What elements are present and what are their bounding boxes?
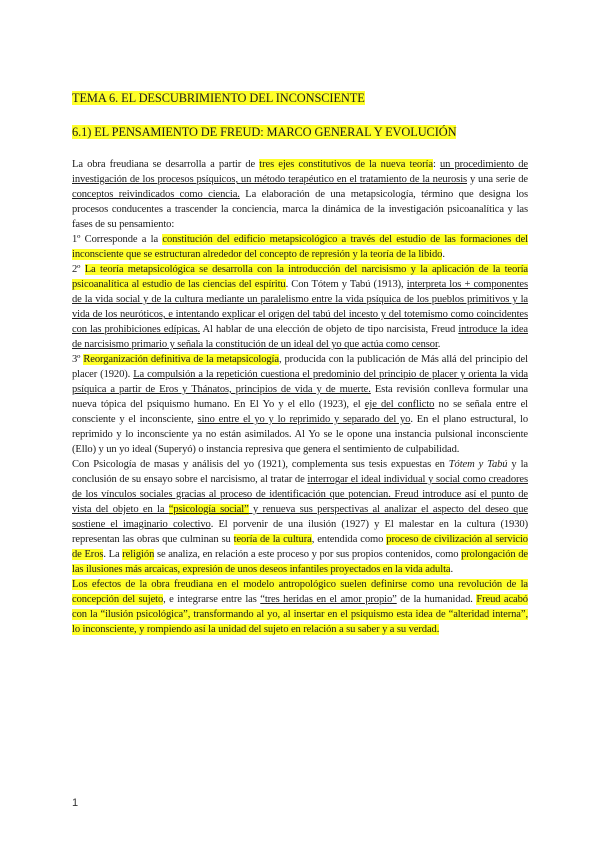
text-segment: interpreta los + componentes de la vida social y de la cultura mediante un paralelismo entre la vida psíquica de los pueblos primitivos y la vida de los neuróticos, e intentando explicar el origen del tabú del incesto y del totemismo como coincidentes con las prohibiciones edípicas. — [72, 279, 529, 335]
paragraph — [72, 457, 528, 577]
text-segment: y una serie de — [467, 174, 528, 185]
text-segment: 1º Corresponde a la — [72, 234, 163, 245]
text-segment: Con Psicología de masas y análisis del yo (1921), complementa sus tesis expuestas en — [72, 459, 449, 470]
text-segment: 3º — [72, 354, 84, 365]
paragraph — [72, 352, 528, 457]
text-segment: “psicología social” — [168, 504, 249, 515]
text-segment: La teoría metapsicológica se desarrolla con la introducción del narcisismo y la aplicación de la teoría psicoanalítica al estudio de las ciencias del espíritu — [72, 264, 528, 290]
text-segment: Al hablar de una elección de objeto de tipo narcisista, Freud — [200, 324, 459, 335]
text-segment: prolongación de las ilusiones más arcaicas, expresión de unos deseos infantiles proyectados en la vida adulta — [72, 549, 528, 575]
text-segment: teoría de la cultura — [233, 534, 312, 545]
text-segment: : — [432, 159, 440, 170]
text-segment: Tótem y Tabú — [448, 459, 508, 470]
section-heading — [72, 125, 456, 140]
text-segment: un procedimiento de investigación de los procesos psíquicos, un método terapéutico en el tratamiento de la neurosis — [72, 159, 528, 185]
text-segment: no se señala entre el consciente y el inconsciente, — [72, 399, 528, 425]
text-segment: sino entre el yo y lo reprimido y separado del yo — [197, 414, 411, 425]
text-segment: Esta revisión conlleva formular una nueva tópica del psiquismo humano. En El Yo y el ello (1923), el — [72, 384, 528, 410]
paragraph — [72, 232, 528, 262]
document-body — [72, 157, 528, 637]
text-segment: introduce la idea de narcisismo primario y señala la constitución de un ideal del yo que actúa como censor — [72, 324, 528, 350]
text-segment: . El porvenir de una ilusión (1927) y El malestar en la cultura (1930) representan las obras que culminan su — [72, 519, 528, 545]
paragraph — [72, 577, 528, 637]
text-segment: , e integrarse entre las — [163, 594, 261, 605]
text-segment: conceptos reivindicados como ciencia. — [72, 189, 240, 200]
text-segment: “tres heridas en el amor propio” — [260, 594, 397, 605]
page-number: 1 — [72, 797, 79, 809]
text-segment: proceso de civilización al servicio de Eros — [72, 534, 528, 560]
paragraph — [72, 262, 528, 352]
text-segment: Freud acabó con la “ilusión psicológica”, transformando al yo, al insertar en el psiquismo esta idea de “alteridad interna”, lo inconsciente, y rompiendo así la unidad del sujeto en relación a su saber y a su verdad. — [72, 594, 528, 635]
text-segment: 2º — [72, 264, 85, 275]
text-segment: La compulsión a la repetición cuestiona el predominio del principio de placer y orienta la vida psíquica a partir de Eros y Thánatos, principios de vida y de muerte. — [72, 369, 529, 395]
text-segment: de la humanidad. — [396, 594, 477, 605]
section-heading-text: 6.1) EL PENSAMIENTO DE FREUD: MARCO GENERAL Y EVOLUCIÓN — [72, 125, 457, 139]
text-segment: La obra freudiana se desarrolla a partir de — [72, 159, 260, 170]
text-segment: . — [450, 564, 454, 575]
page-title — [72, 91, 365, 106]
text-segment: se analiza, en relación a este proceso y por sus propios contenidos, como — [154, 549, 462, 560]
text-segment: . Con Tótem y Tabú (1913), — [285, 279, 407, 290]
text-segment: . La — [103, 549, 123, 560]
text-segment: La elaboración de una metapsicología, término que designa los procesos conducentes a trascender la conciencia, marca la dinámica de la investigación psicoanalítica y las fases de su pensamiento: — [72, 189, 528, 230]
text-segment: eje del conflicto — [364, 399, 435, 410]
text-segment: tres ejes constitutivos de la nueva teoría — [259, 159, 433, 170]
text-segment: y la conclusión de su ensayo sobre el narcisismo, al tratar de — [72, 459, 528, 485]
text-segment: . En el plano estructural, lo reprimido y lo inconsciente ya no están asimilados. Al Yo se le opone una instancia pulsional inconsciente (Ello) y un yo ideal (Superyó) o instancia represiva que genera el sentimiento de culpabilidad. — [72, 414, 529, 455]
text-segment: interrogar el ideal individual y social como creadores de los vínculos sociales gracias al proceso de identificación que potencian. Freud introduce así el punto de vista del objeto en la — [72, 474, 528, 515]
text-segment: y renueva sus perspectivas al analizar el aspecto del deseo que sostiene el imaginario colectivo — [72, 504, 528, 530]
text-segment: . — [437, 339, 441, 350]
page-title-text: TEMA 6. EL DESCUBRIMIENTO DEL INCONSCIENTE — [72, 91, 365, 105]
text-segment: Reorganización definitiva de la metapsicología — [83, 354, 279, 365]
text-segment: constitución del edificio metapsicológico a través del estudio de las formaciones del inconsciente que se estructuran alrededor del concepto de represión y la teoría de la libido — [72, 234, 528, 260]
paragraph — [72, 157, 528, 232]
text-segment: , entendida como — [311, 534, 387, 545]
text-segment: . — [442, 249, 445, 260]
text-segment: Los efectos de la obra freudiana en el modelo antropológico suelen definirse como una revolución de la concepción del sujeto — [72, 579, 528, 605]
text-segment: religión — [122, 549, 155, 560]
text-segment: , producida con la publicación de Más allá del principio del placer (1920). — [72, 354, 528, 380]
